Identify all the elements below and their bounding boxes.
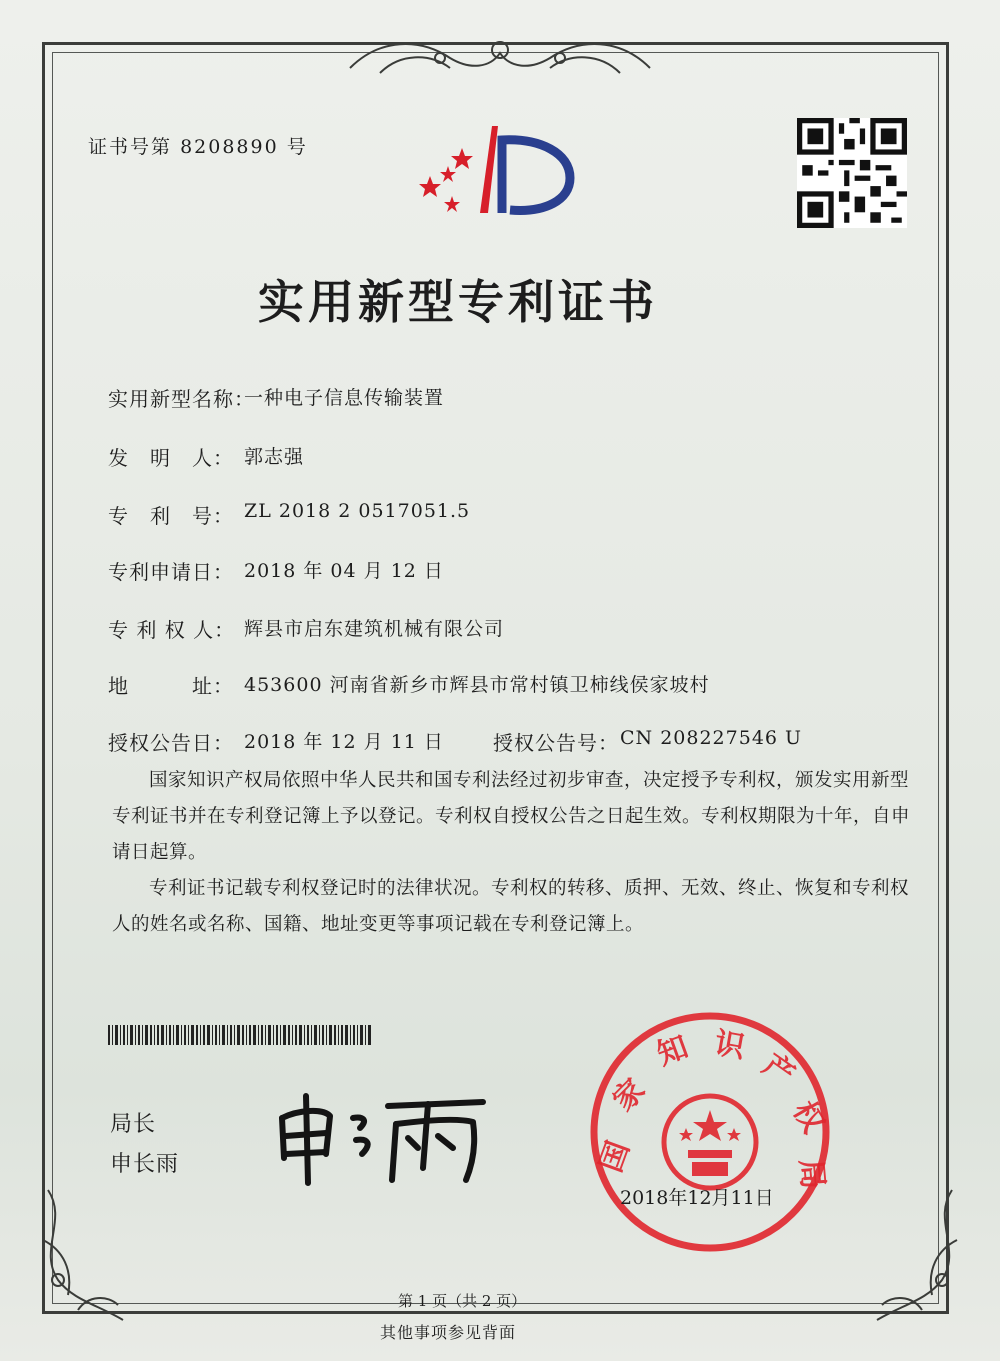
- svg-text:识: 识: [711, 1025, 748, 1066]
- body-paragraph-1: 国家知识产权局依照中华人民共和国专利法经过初步审查，决定授予专利权，颁发实用新型专利证书并在专利登记簿上予以登记。专利权自授权公告之日起生效。专利权期限为十年，自申请日起算。: [112, 770, 911, 863]
- svg-text:家: 家: [606, 1072, 653, 1119]
- bottom-left-ornament: [28, 1180, 138, 1340]
- patentee-label: 专 利 权 人：: [108, 618, 236, 642]
- svg-text:权: 权: [785, 1095, 831, 1139]
- certificate-number: [88, 132, 308, 159]
- cert-number-value: 8208890: [180, 136, 279, 158]
- body-paragraph-2: 专利证书记载专利权登记时的法律状况。专利权的转移、质押、无效、终止、恢复和专利权人的姓名或名称、国籍、地址变更等事项记载在专利登记簿上。: [112, 878, 910, 935]
- address-value: 453600 河南省新乡市辉县市常村镇卫柿线侯家坡村: [244, 674, 710, 696]
- name-label: 实用新型名称：: [108, 387, 255, 411]
- page-number: 第 1 页（共 2 页）: [398, 1292, 527, 1310]
- bottom-right-ornament: [862, 1180, 972, 1340]
- patentee-value: 辉县市启东建筑机械有限公司: [244, 618, 505, 640]
- filing-date-value: 2018 年 04 月 12 日: [244, 560, 444, 582]
- svg-text:局: 局: [792, 1157, 831, 1191]
- director-role: 局长: [110, 1112, 157, 1137]
- grant-no-value: CN 208227546 U: [620, 727, 803, 749]
- cert-number-label: 证书号第: [88, 136, 173, 158]
- seal-date: 2018年12月11日: [620, 1187, 774, 1209]
- footer-note: 其他事项参见背面: [380, 1323, 517, 1342]
- director-name: 申长雨: [110, 1152, 180, 1177]
- address-label: 地 址：: [108, 674, 234, 698]
- qr-code: [797, 118, 907, 228]
- svg-text:产: 产: [756, 1047, 801, 1094]
- handwritten-signature: [268, 1088, 498, 1188]
- patent-office-logo: [410, 118, 590, 238]
- certificate-title: 实用新型专利证书: [258, 275, 658, 329]
- patent-no-value: ZL 2018 2 0517051.5: [244, 500, 471, 522]
- barcode: [108, 1025, 373, 1045]
- svg-text:知: 知: [652, 1029, 693, 1073]
- grant-date-value: 2018 年 12 月 11 日: [244, 731, 444, 753]
- grant-no-label: 授权公告号：: [493, 731, 619, 755]
- cert-number-suffix: 号: [286, 136, 308, 158]
- inventor-value: 郭志强: [244, 446, 305, 468]
- name-value: 一种电子信息传输装置: [244, 387, 445, 409]
- filing-date-label: 专利申请日：: [108, 560, 234, 584]
- svg-text:国: 国: [593, 1136, 637, 1177]
- patent-no-label: 专 利 号：: [108, 504, 234, 528]
- top-ornament: [340, 28, 660, 88]
- official-seal: [588, 1010, 833, 1255]
- inventor-label: 发 明 人：: [108, 446, 234, 470]
- grant-date-label: 授权公告日：: [108, 731, 234, 755]
